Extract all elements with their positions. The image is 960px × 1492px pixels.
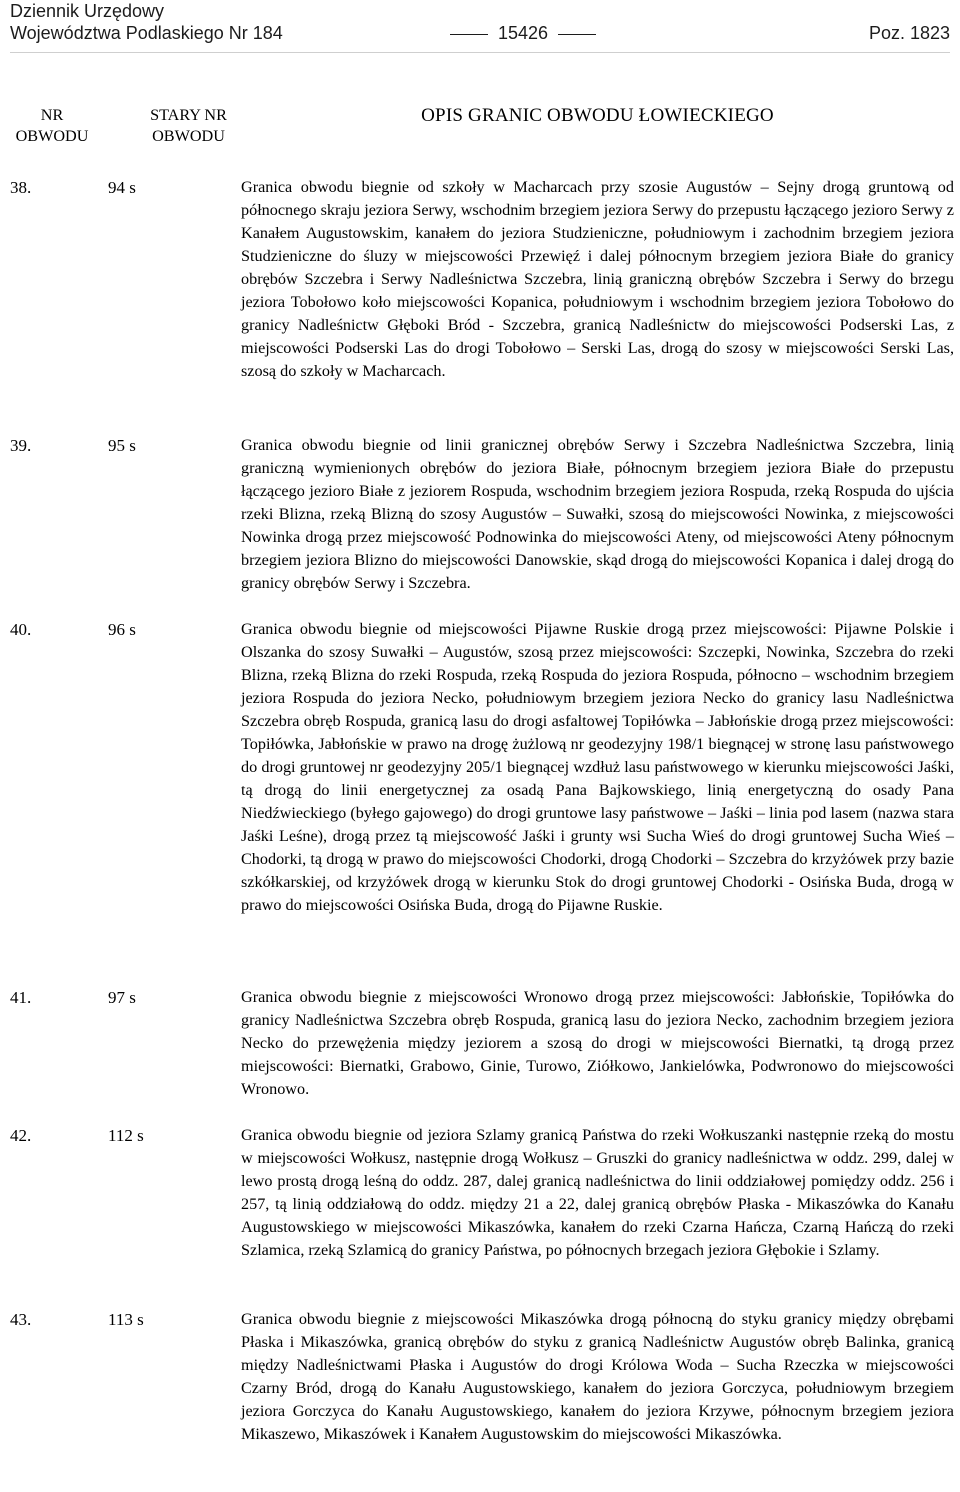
district-number: 39.	[10, 436, 32, 455]
boundary-description: Granica obwodu biegnie z miejscowości Mikaszówka drogą północną do styku granicy między obrębami Płaska i Mikaszówka, granicą obrębów do styku z granicą Nadleśnictw Augustów obręb Balinka, granicą między Nadleśnictwami Płaska i Augustów do drogi Królowa Woda – Sucha Rzeczka w miejscowości Czarny Bród, drogą do Kanału Augustowskiego, kanałem do jeziora Gorczyca, południowym brzegiem jeziora Gorczyca do Kanału Augustowskiego, kanałem do jeziora Krzywe, północnym brzegiem jeziora Mikaszewo, Mikaszówek i Kanałem Augustowskim do miejscowości Mikaszówka.	[241, 1310, 954, 1443]
table-row	[10, 618, 954, 986]
column-header-old-nr: STARY NR OBWODU	[150, 106, 227, 145]
boundary-description: Granica obwodu biegnie od linii granicznej obrębów Serwy i Szczebra Nadleśnictwa Szczebra, linią graniczną wymienionych obrębów do jeziora Białe, północnym brzegiem jeziora Białe do przepustu łączącego jezioro Białe z jeziorem Rospuda, wschodnim brzegiem jeziora Rospuda, rzeką Rospuda do ujścia rzeki Blizna, rzeką Blizną do szosy Augustów – Suwałki, szosą do miejscowości Nowinka, z miejscowości Nowinka drogą przez miejscowość Podnowinka do miejscowości Ateny, od miejscowości Ateny północnym brzegiem jeziora Blizno do miejscowości Danowskie, skąd drogą do miejscowości Kopanica i dalej drogą do granicy obrębów Serwy i Szczebra.	[241, 436, 954, 592]
journal-title: Dziennik Urzędowy	[10, 1, 165, 21]
district-number: 41.	[10, 988, 32, 1007]
old-district-number: 112 s	[108, 1126, 144, 1145]
hunting-districts-table	[10, 105, 954, 1492]
table-row	[10, 176, 954, 434]
district-number: 38.	[10, 178, 32, 197]
old-district-number: 97 s	[108, 988, 136, 1007]
page-header	[10, 0, 950, 46]
table-row	[10, 986, 954, 1124]
column-header-description: OPIS GRANIC OBWODU ŁOWIECKIEGO	[421, 105, 774, 126]
boundary-description: Granica obwodu biegnie od miejscowości Pijawne Ruskie drogą przez miejscowości: Pijawne Polskie i Olszanka do szosy Suwałki – Augustów, szosą przez miejscowości: Szczepki, Nowinka, Szczebra do rzeki Blizna, rzeką Blizna do rzeki Rospuda, rzeką Rospuda do jeziora Rospuda, północno – wschodnim brzegiem jeziora Rospuda do jeziora Necko, południowym brzegiem jeziora Necko do granicy lasu Nadleśnictwa Szczebra obręb Rospuda, granicą lasu do drogi asfaltowej Topiłówka – Jabłońskie drogą przez miejscowości: Topiłówka, Jabłońskie w prawo na drogę żużlową nr geodezyjny 198/1 biegnącej w stronę lasu państwowego do drogi gruntowej nr geodezyjny 205/1 biegnącej wzdłuż lasu państwowego w kierunku miejscowości Jaśki, tą drogą do linii energetycznej za osadą Pana Bajkowskiego, linią energetyczną do osady Pana Niedźwieckiego (byłego gajowego) do drogi gruntowe lasy państwowe – Jaśki – linia pod lasem (nazwa stara Jaśki Leśne), drogą przez tą miejscowość Jaśki i grunty wsi Sucha Wieś do drogi gruntowej Sucha Wieś – Chodorki, tą drogą w prawo do miejscowości Chodorki, drogą Chodorki – Szczebra do krzyżówek przy bazie szkółkarskiej, od krzyżówek drogą w kierunku Stok do drogi gruntowej Chodorki - Osińska Buda, drogą w prawo do miejscowości Osińska Buda, drogą do Pijawne Ruskie.	[241, 620, 954, 914]
old-district-number: 96 s	[108, 620, 136, 639]
header-divider	[10, 52, 950, 53]
table-row	[10, 434, 954, 618]
table-header-row	[10, 105, 954, 176]
old-district-number: 113 s	[108, 1310, 144, 1329]
boundary-description: Granica obwodu biegnie od szkoły w Macharcach przy szosie Augustów – Sejny drogą gruntową od północnego skraju jeziora Serwy, wschodnim brzegiem jeziora Serwy do przepustu łączącego jezioro Serwy z Kanałem Augustowskim, kanałem do jeziora Studzieniczne, południowym i zachodnim brzegiem jeziora Studzieniczne do śluzy w miejscowości Przewięź i dalej północnym brzegiem jeziora Białe do granicy obrębów Szczebra i Serwy Nadleśnictwa Szczebra, linią graniczną obrębów Szczebra i Serwy do brzegu jeziora Tobołowo koło miejscowości Kopanica, południowym i wschodnim brzegiem jeziora Tobołowo do granicy Nadleśnictw Głęboki Bród - Szczebra, granicą Nadleśnictw do miejscowości Podserski Las, z miejscowości Podserski Las do drogi Tobołowo – Serski Las, drogą do szosy w miejscowości Serski Las, szosą do szkoły w Macharcach.	[241, 178, 954, 380]
position-number: Poz. 1823	[868, 23, 950, 43]
table-row	[10, 1308, 954, 1492]
district-number: 43.	[10, 1310, 32, 1329]
boundary-description: Granica obwodu biegnie od jeziora Szlamy granicą Państwa do rzeki Wołkuszanki następnie rzeką do mostu w miejscowości Wołkusz, następnie drogą Wołkusz – Gruszki do granicy nadleśnictwa w oddz. 299, dalej w lewo prostą drogą leśną do oddz. 287, dalej granicą nadleśnictwa do linii oddziałowej pomiędzy oddz. 256 i 257, tą linią oddziałową do oddz. między 21 a 22, dalej granicą obrębów Płaska - Mikaszówka do Kanału Augustowskiego w miejscowości Mikaszówka, kanałem do rzeki Czarna Hańcza, Czarną Hańczą do rzeki Szlamica, rzeką Szlamicą do granicy Państwa, po północnych brzegach jeziora Głębokie i Szlamy.	[241, 1126, 954, 1259]
boundary-description: Granica obwodu biegnie z miejscowości Wronowo drogą przez miejscowości: Jabłońskie, Topiłówka do granicy Nadleśnictwa Szczebra obręb Rospuda, granicą lasu do jeziora Necko, zachodnim brzegiem jeziora Necko do przewężenia między jeziorem a szosą do drogi w miejscowości Biernatki, tą drogą przez miejscowości: Biernatki, Grabowo, Ginie, Turowo, Ziółkowo, Jankielówka, Podwronowo do miejscowości Wronowo.	[241, 988, 954, 1098]
table-row	[10, 1124, 954, 1308]
district-number: 40.	[10, 620, 32, 639]
district-number: 42.	[10, 1126, 32, 1145]
journal-subtitle: Województwa Podlaskiego Nr 184	[10, 23, 283, 43]
old-district-number: 94 s	[108, 178, 136, 197]
old-district-number: 95 s	[108, 436, 136, 455]
page-number: 15426	[440, 23, 606, 44]
column-header-nr: NR OBWODU	[15, 106, 89, 145]
